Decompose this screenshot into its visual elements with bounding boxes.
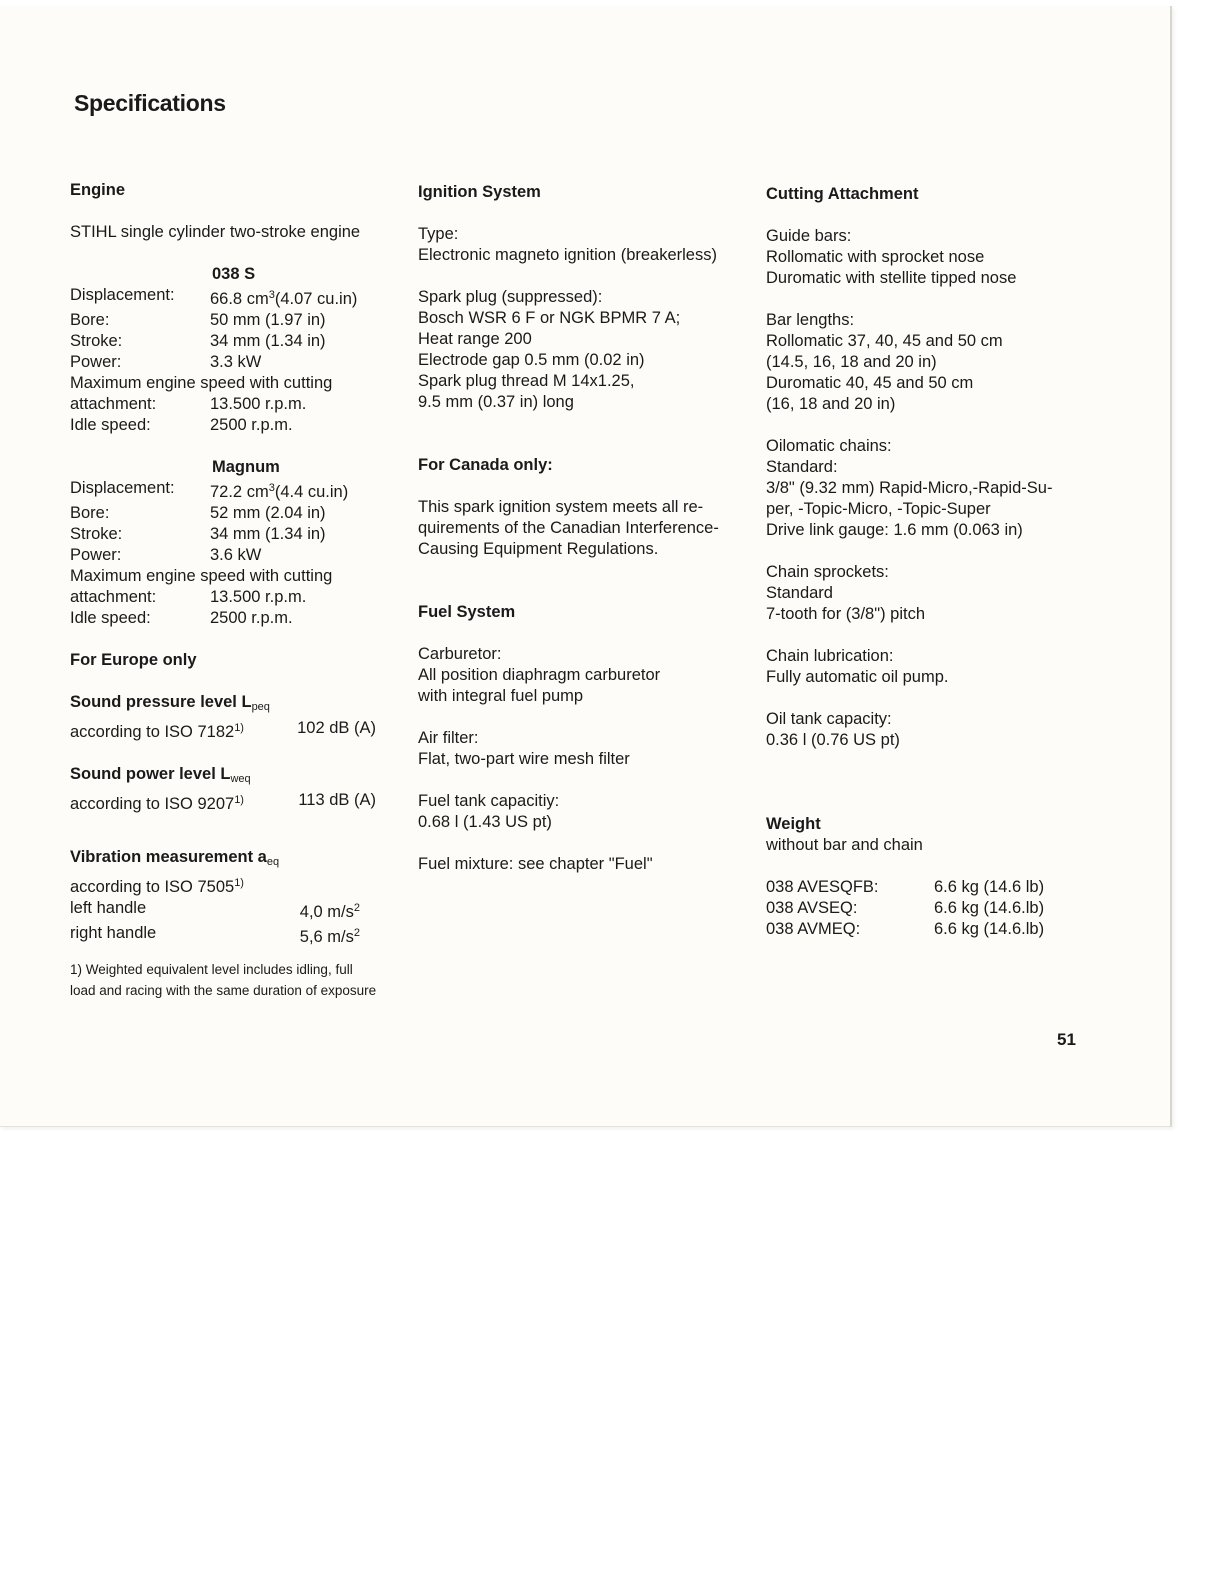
weight-heading: Weight [766,815,821,833]
page-title: Specifications [74,90,226,116]
sound-power-block: Sound power level $L_{weq}$ according to ISO 9207$^{1)}$ 113 dB (A) [70,764,390,815]
ignition-heading: Ignition System [418,183,541,201]
sound-power-value: 113 dB (A) [298,791,376,809]
spec-row: attachment: 13.500 r.p.m. [70,395,307,413]
weight-row: 038 AVSEQ: 6.6 kg (14.6.lb) [766,899,1045,917]
cutting-heading: Cutting Attachment [766,185,919,203]
model-title: Magnum [212,458,280,476]
vibration-block: Vibration measurement $a_{eq}$ according to ISO 7505$^{1)}$ left handle 4,0 $m/s^2$ right handle 5,6 $m/s^2$ [70,848,360,946]
spec-row: Idle speed: 2500 r.p.m. [70,416,293,434]
fuel-heading: Fuel System [418,603,516,621]
cutting-column: Cutting Attachment Guide bars: Rollomatic with sprocket nose Duromatic with stellite tipped nose Bar lengths: Rollomatic 37, 40, 45 and 50 cm (14.5, 16, 18 and 20 in) Duromatic 40, 45 and 50 cm (16, 18 and 20 in) Oilomatic chains: Standard: 3/8" (9.32 mm) Rapid-Micro,-Rapid-Su- per, -Topic-Micro, -Topic-Super Drive link gauge: 1.6 mm (0.063 in) Chain sprockets: Standard 7-tooth for (3/8") pitch Chain lubrication: Fully automatic oil pump. Oil tank capacity: 0.36 l (0.76 US pt) Weight without bar and chain 038 AVESQFB: 6.6 kg (14.6 lb) 038 AVSEQ: 6.6 kg (14.6.lb) 038 AVMEQ: 6.6 kg (14.6.lb) [766,184,1096,940]
weight-subheading: without bar and chain [766,836,923,854]
engine-heading: Engine [70,181,126,199]
page-number: 51 [1057,1030,1076,1049]
spec-row: Stroke: 34 mm (1.34 in) [70,332,326,350]
spec-row: Displacement: 72.2 $cm^3(4.4$ cu.in) [70,479,349,501]
spec-row: Power: 3.3 kW [70,353,262,371]
weight-row: 038 AVESQFB: 6.6 kg (14.6 lb) [766,878,1045,896]
spec-line: Maximum engine speed with cutting [70,567,333,585]
spec-row: Idle speed: 2500 r.p.m. [70,609,293,627]
sound-pressure-value: 102 dB (A) [297,719,376,737]
weight-row: 038 AVMEQ: 6.6 kg (14.6.lb) [766,920,1045,938]
ignition-column: Ignition System Type: Electronic magneto ignition (breakerless) Spark plug (suppressed): Bosch WSR 6 F or NGK BPMR 7 A; Heat range 200 Electrode gap 0.5 mm (0.02 in) Spark plug thread M 14x1.25, 9.5 mm (0.37 in) long For Canada only: This spark ignition system meets all re- quirements of the Canadian Interference- Causing Equipment Regulations. Fuel System Carburetor: All position diaphragm carburetor with integral fuel pump Air filter: Flat, two-part wire mesh filter Fuel tank capacitiy: 0.68 l (1.43 US pt) Fuel mixture: see chapter "Fuel" [418,182,748,875]
engine-intro: STIHL single cylinder two-stroke engine [70,223,361,241]
spec-row: Displacement: 66.8 $cm^3(4.07$ cu.in) [70,286,358,308]
spec-row: Bore: 50 mm (1.97 in) [70,311,326,329]
footnote: 1) Weighted equivalent level includes idling, full load and racing with the same duration of exposure [70,962,377,998]
spec-row: Bore: 52 mm (2.04 in) [70,504,326,522]
sound-pressure-block: Sound pressure level $L_{peq}$ according to ISO 7182$^{1)}$ 102 dB (A) [70,692,390,743]
canada-heading: For Canada only: [418,456,553,474]
europe-heading: For Europe only [70,651,197,669]
model-038s-block [70,264,390,436]
model-title: 038 S [212,265,256,283]
model-magnum-block [70,457,390,629]
spec-row: Power: 3.6 kW [70,546,262,564]
engine-column [70,180,390,1001]
spec-row: attachment: 13.500 r.p.m. [70,588,307,606]
spec-row: Stroke: 34 mm (1.34 in) [70,525,326,543]
spec-line: Maximum engine speed with cutting [70,374,333,392]
